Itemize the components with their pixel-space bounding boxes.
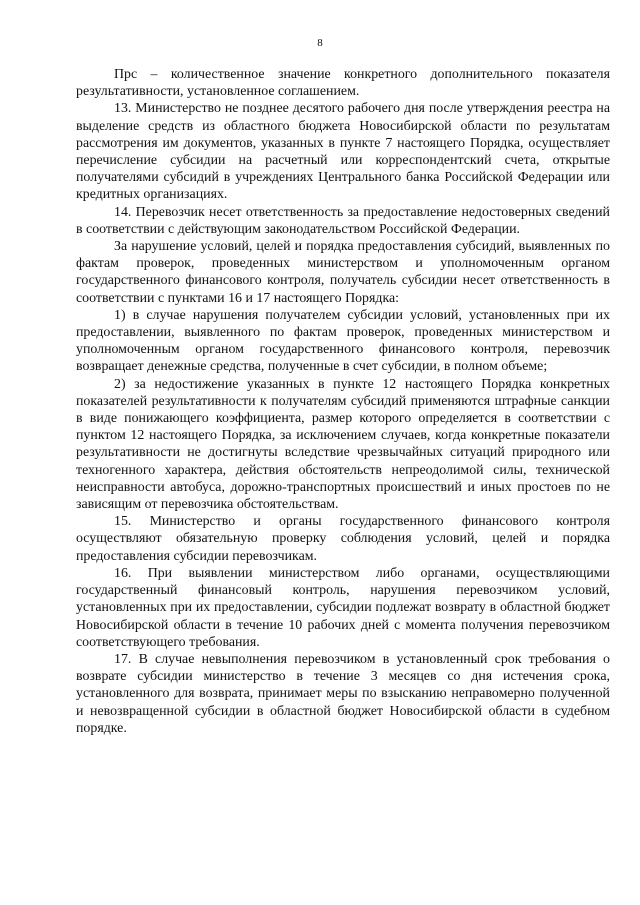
paragraph-14-item-2: 2) за недостижение указанных в пункте 12 настоящего Порядка конкретных показателей результативности к получателям субсидий применяются штрафные санкции в виде понижающего коэффициента, размер которого определяется в соответствии с пунктом 12 настоящего Порядка, за исключением случаев, когда конкретные показатели результативности не достигнуты вследствие чрезвычайных ситуаций природного или техногенного характера, действия обстоятельств непреодолимой силы, технической неисправности автобуса, дорожно-транспортных происшествий и иных простоев по не зависящим от перевозчика обстоятельствам. [76,376,610,513]
document-body [76,66,610,737]
page-number: 8 [317,37,323,49]
paragraph-14-violations: За нарушение условий, целей и порядка предоставления субсидий, выявленных по фактам проверок, проведенных министерством и уполномоченным органом государственного финансового контроля, получатель субсидии несет ответственность в соответствии с пунктами 16 и 17 настоящего Порядка: [76,239,610,306]
paragraph-15: 15. Министерство и органы государственного финансового контроля осуществляют обязательную проверку соблюдения условий, целей и порядка предоставления субсидии перевозчикам. [76,514,610,564]
paragraph-16: 16. При выявлении министерством либо органами, осуществляющими государственный финансовый контроль, нарушения перевозчиком условий, установленных при их предоставлении, субсидии подлежат возврату в областной бюджет Новосибирской области в течение 10 рабочих дней с момента получения перевозчиком соответствующего требования. [76,565,610,650]
paragraph-14: 14. Перевозчик несет ответственность за предоставление недостоверных сведений в соответствии с действующим законодательством Российской Федерации. [76,204,610,237]
paragraph-prs-definition: Прс – количественное значение конкретного дополнительного показателя результативности, установленное соглашением. [76,67,610,100]
paragraph-13: 13. Министерство не позднее десятого рабочего дня после утверждения реестра на выделение средств из областного бюджета Новосибирской области по результатам рассмотрения им документов, указанных в пункте 7 настоящего Порядка, осуществляет перечисление субсидии на расчетный или корреспондентский счета, открытые получателями субсидий в учреждениях Центрального банка Российской Федерации или кредитных организациях. [76,101,610,203]
paragraph-14-item-1: 1) в случае нарушения получателем субсидии условий, установленных при их предоставлении, выявленного по фактам проверок, проведенных министерством и уполномоченным органом государственного финансового контроля, перевозчик возвращает денежные средства, полученные в счет субсидии, в полном объеме; [76,307,610,375]
paragraph-17: 17. В случае невыполнения перевозчиком в установленный срок требования о возврате субсидии министерство в течение 3 месяцев со дня истечения срока, установленного для возврата, принимает меры по взысканию неправомерно полученной и невозвращенной субсидии в областной бюджет Новосибирской области в судебном порядке. [76,651,610,736]
